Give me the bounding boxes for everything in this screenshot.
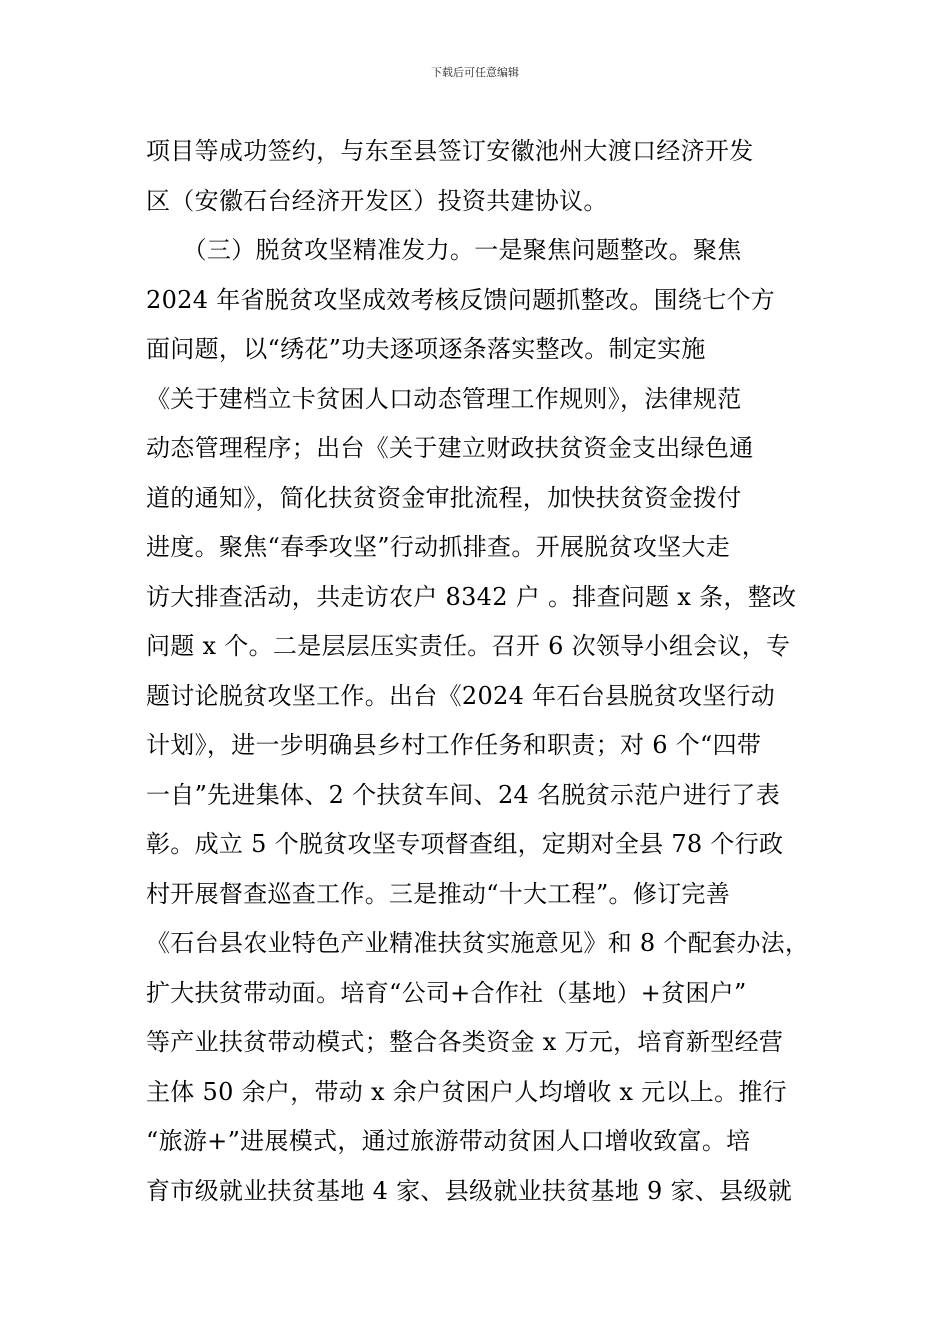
text-line: （三）脱贫攻坚精准发力。一是聚焦问题整改。聚焦: [146, 236, 742, 264]
text-line: “旅游+”进展模式，通过旅游带动贫困人口增收致富。培: [146, 1127, 751, 1155]
text-line: 问题 x 个。二是层层压实责任。召开 6 次领导小组会议，专: [146, 632, 791, 660]
text-line: 访大排查活动，共走访农户 8342 户 。排查问题 x 条，整改: [146, 582, 797, 611]
text-line: 扩大扶贫带动面。培育“公司+合作社（基地）+贫困户”: [146, 978, 747, 1007]
text-line: 区（安徽石台经济开发区）投资共建协议。: [146, 186, 608, 215]
text-line: 动态管理程序；出台《关于建立财政扶贫资金支出绿色通: [146, 434, 754, 462]
text-line: 2024 年省脱贫攻坚成效考核反馈问题抓整改。围绕七个方: [146, 285, 776, 314]
text-line: 题讨论脱贫攻坚工作。出台《2024 年石台县脱贫攻坚行动: [146, 681, 776, 710]
text-line: 《关于建档立卡贫困人口动态管理工作规则》，法律规范: [146, 384, 742, 413]
text-line: 道的通知》，简化扶贫资金审批流程，加快扶贫资金拨付: [146, 483, 742, 512]
header-note: 下载后可任意编辑: [431, 66, 519, 79]
text-line: 项目等成功签约，与东至县签订安徽池州大渡口经济开发: [146, 137, 754, 165]
document-body: [146, 127, 826, 1216]
text-line: 主体 50 余户，带动 x 余户贫困户人均增收 x 元以上。推行: [146, 1077, 787, 1106]
text-line: 育市级就业扶贫基地 4 家、县级就业扶贫基地 9 家、县级就: [146, 1176, 793, 1205]
text-line: 计划》，进一步明确县乡村工作任务和职责；对 6 个“四带: [146, 731, 762, 759]
text-line: 一自”先进集体、2 个扶贫车间、24 名脱贫示范户进行了表: [146, 780, 781, 809]
text-line: 等产业扶贫带动模式；整合各类资金 x 万元，培育新型经营: [146, 1028, 784, 1056]
text-line: 《石台县农业特色产业精准扶贫实施意见》和 8 个配套办法，: [146, 929, 810, 957]
text-line: 面问题，以“绣花”功夫逐项逐条落实整改。制定实施: [146, 335, 706, 363]
text-line: 彰。成立 5 个脱贫攻坚专项督查组，定期对全县 78 个行政: [146, 830, 784, 858]
text-line: 村开展督查巡查工作。三是推动“十大工程”。修订完善: [146, 879, 731, 908]
text-line: 进度。聚焦“春季攻坚”行动抓排查。开展脱贫攻坚大走: [146, 533, 731, 561]
